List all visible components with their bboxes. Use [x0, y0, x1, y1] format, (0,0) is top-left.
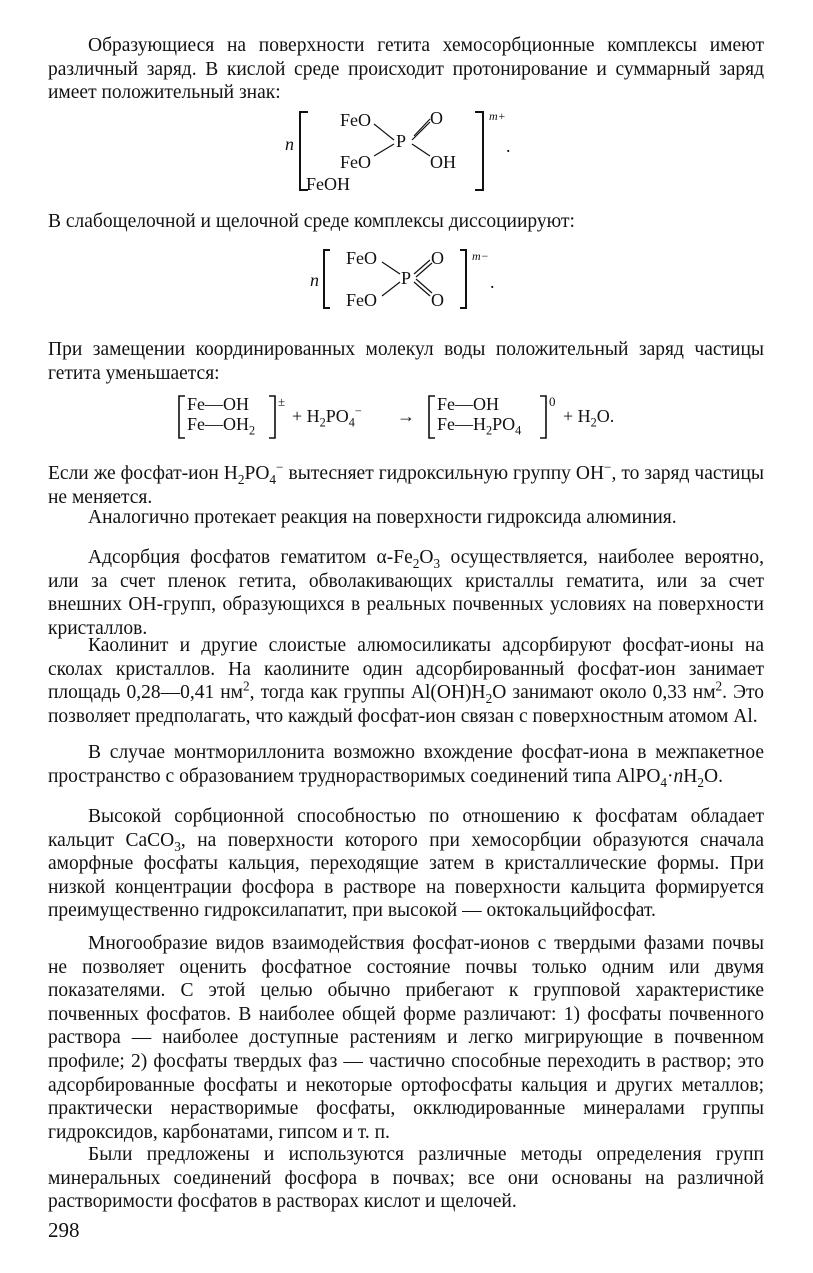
formula-1-p: P [396, 131, 407, 151]
formula-2-o-bot: O [431, 290, 444, 310]
paragraph-9: Высокой сорбционной способностью по отношению к фосфатам обладает кальцит CaCO$_3$, на поверхности которого при хемосорбции образуются сначала аморфные фосфаты кальция, переходящие затем в кристаллические формы. При низкой концентрации фосфора в растворе на поверхности кальцита формируется преимущественно гидроксилапатит, при высокой — октокальцийфосфат. [48, 806, 765, 922]
formula-3-r2: $Fe—H_2PO_4$ [437, 414, 522, 438]
paragraph-2: В слабощелочной и щелочной среде комплексы диссоциируют: [48, 211, 575, 232]
paragraph-7: Каолинит и другие слоистые алюмосиликаты адсорбируют фосфат-ионы на сколах кристаллов. На каолините один адсорбированный фосфат-ион занимает площадь 0,28—0,41 $нм^2$, тогда как группы $Al(OH)H_2O$ занимают около 0,33 $нм^2$. Это позволяет предполагать, что каждый фосфат-ион связан с поверхностным атомом Al. [48, 635, 764, 727]
formula-3-l2: $Fe—OH_2$ [187, 414, 256, 438]
formula-1-feo-mid: FeO [340, 152, 371, 172]
formula-2-p: P [401, 268, 412, 288]
formula-3-h2o: + $H_2O$. [563, 406, 615, 430]
formula-2-dot: . [490, 272, 495, 292]
page-number: 298 [48, 1218, 80, 1242]
paragraph-5: Аналогично протекает реакция на поверхности гидроксида алюминия. [88, 507, 677, 528]
formula-3-charge-zero: 0 [549, 394, 556, 409]
formula-1-n: n [285, 134, 294, 154]
formula-2-o-top: O [431, 248, 444, 268]
paragraph-1: Образующиеся на поверхности гетита хемосорбционные комплексы имеют различный заряд. В кислой среде происходит протонирование и суммарный заряд имеет положительный знак: [48, 35, 764, 104]
formula-3-l1: Fe—OH [187, 394, 249, 414]
formula-3-arrow: → [397, 406, 415, 426]
formula-2-charge: m− [472, 249, 489, 263]
formula-2-feo-bot: FeO [346, 290, 377, 310]
formula-1-charge: m+ [489, 109, 506, 123]
formula-3-h2po4: + $H_2PO_4^-$ [292, 404, 362, 430]
paragraph-4: Если же фосфат-ион $H_2PO_4^-$ вытесняет гидроксильную группу OH−, то заряд частицы не меняется. [48, 459, 765, 508]
formula-1-oh: OH [430, 152, 456, 172]
formula-1-dot: . [506, 136, 511, 156]
paragraph-10: Многообразие видов взаимодействия фосфат-ионов с твердыми фазами почвы не позволяет оценить фосфатное состояние почвы только одним или двумя показателями. С этой целью обычно прибегают к групповой характеристике почвенных фосфатов. В наиболее общей форме различают: 1) фосфаты почвенного раствора — наиболее доступные растениям и легко мигрирующие в почвенном профиле; 2) фосфаты твердых фаз — частично способные переходить в раствор; это адсорбированные фосфаты и некоторые ортофосфаты кальция и других металлов; практически нерастворимые фосфаты, окклюдированные минералами группы гидроксидов, карбонатами, гипсом и т. п. [48, 933, 764, 1143]
formula-3-charge: ± [278, 394, 286, 409]
formula-1-feo-top: FeO [340, 110, 371, 130]
formula-alkaline-complex [300, 246, 520, 316]
formula-1-feoh: FeOH [306, 174, 350, 194]
formula-2-n: n [310, 270, 319, 290]
paragraph-8: В случае монтмориллонита возможно вхождение фосфат-иона в межпакетное пространство с образованием труднорастворимых соединений типа $AlPO_4\cdot nH_2O$. [48, 742, 764, 790]
paragraph-6: Адсорбция фосфатов гематитом $\alpha-Fe_2O_3$ осуществляется, наиболее вероятно, или за счет пленок гетита, обволакивающих кристаллы гематита, или за счет внешних OH-групп, образующихся в реальных почвенных условиях на поверхности кристаллов. [48, 547, 764, 639]
formula-3-r1: Fe—OH [437, 394, 499, 414]
paragraph-3: При замещении координированных молекул воды положительный заряд частицы гетита уменьшается: [48, 339, 764, 384]
formula-phosphate-exchange [175, 392, 655, 444]
paragraph-11: Были предложены и используются различные методы определения групп минеральных соединений фосфора в почвах; все они основаны на различной растворимости фосфатов в растворах кислот и щелочей. [48, 1144, 764, 1213]
formula-1-o-top: O [430, 108, 443, 128]
formula-2-feo-top: FeO [346, 248, 377, 268]
formula-acidic-complex [280, 104, 540, 196]
